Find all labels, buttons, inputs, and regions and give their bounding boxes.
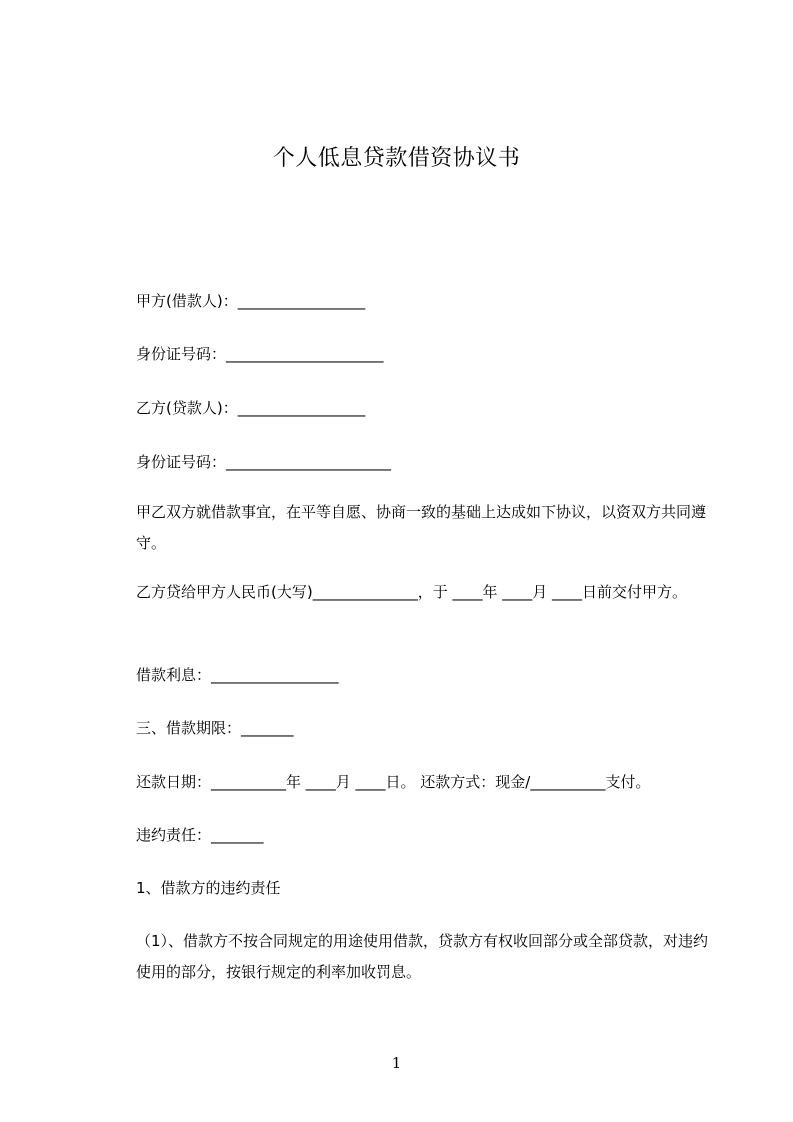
party-b-line: 乙方(贷款人)：_________________ [136, 399, 366, 417]
party-b-id-line: 身份证号码：______________________ [136, 453, 392, 471]
breach-line: 违约责任：_______ [136, 826, 264, 844]
interest-line: 借款利息：_________________ [136, 666, 339, 684]
party-a-line: 甲方(借款人)：_________________ [136, 292, 366, 310]
page-number: 1 [391, 1054, 402, 1072]
clause-1-heading: 1、借款方的违约责任 [136, 879, 281, 897]
party-a-id-line: 身份证号码：_____________________ [136, 345, 384, 363]
document-title: 个人低息贷款借资协议书 [272, 146, 521, 171]
intro-paragraph: 甲乙双方就借款事宜，在平等自愿、协商一致的基础上达成如下协议，以资双方共同遵守。 [136, 503, 707, 552]
amount-paragraph: 乙方贷给甲方人民币(大写)______________，于 ____年 ____月 ____日前交付甲方。 [136, 583, 688, 601]
clause-1-1-paragraph: （1）、借款方不按合同规定的用途使用借款，贷款方有权收回部分或全部贷款，对违约使用的部分，按银行规定的利率加收罚息。 [136, 932, 709, 981]
repayment-line: 还款日期：__________年 ____月 ____日。 还款方式：现金/__________支付。 [136, 773, 651, 791]
term-line: 三、借款期限：_______ [136, 719, 294, 737]
